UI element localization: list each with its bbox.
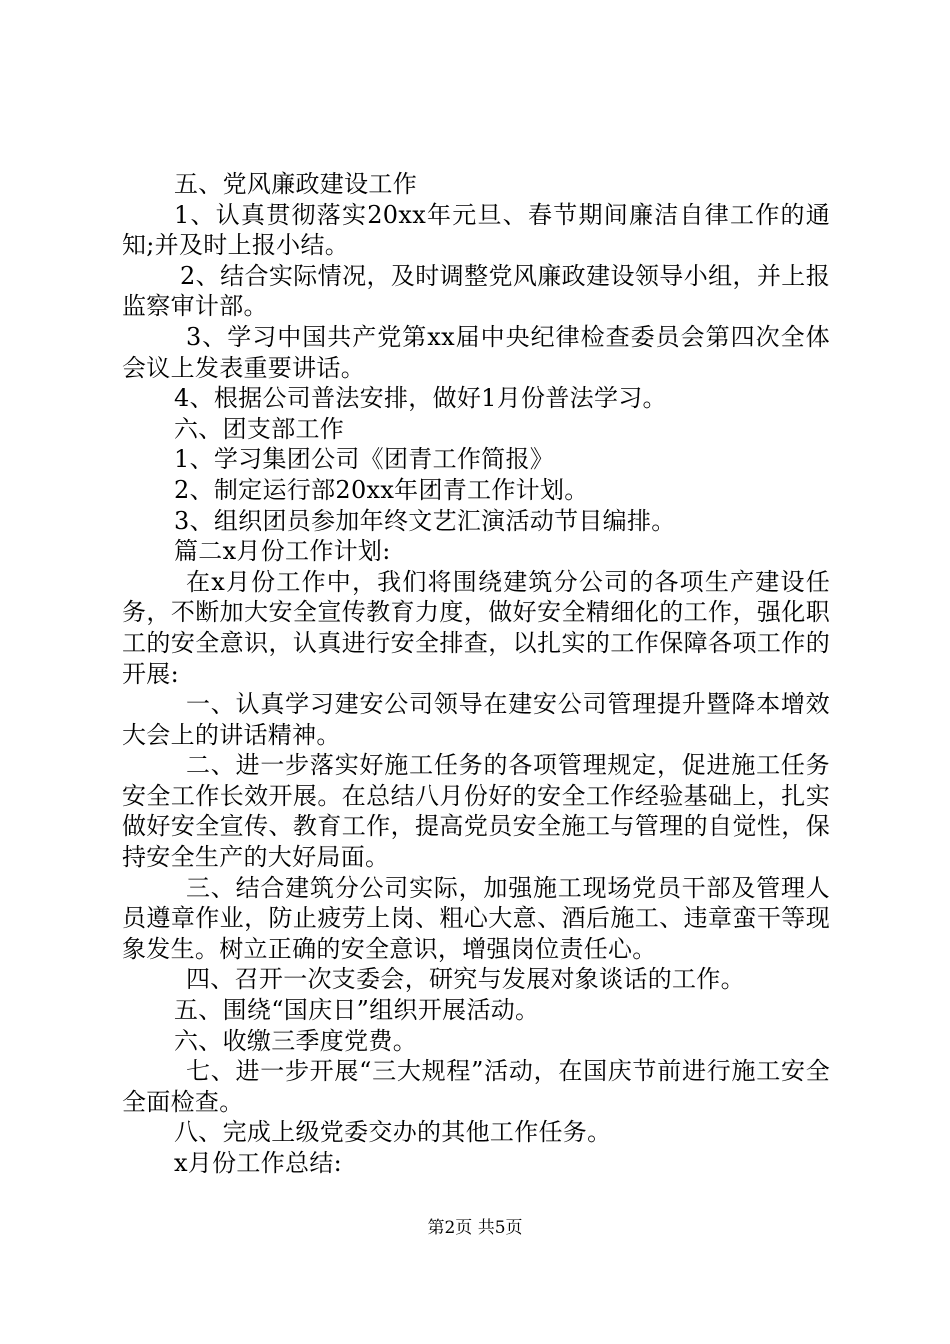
paragraph: 4、根据公司普法安排，做好1月份普法学习。	[174, 384, 667, 413]
paragraph: 六、收缴三季度党费。	[174, 1026, 417, 1055]
paragraph: 3、组织团员参加年终文艺汇演活动节目编排。	[174, 506, 676, 535]
paragraph: 在x月份工作中，我们将围绕建筑分公司的各项生产建设任务，不断加大安全宣传教育力度，做好安全精细化的工作，强化职工的安全意识，认真进行安全排查，以扎实的工作保障各项工作的开展:	[122, 567, 830, 688]
paragraph: 1、学习集团公司《团青工作简报》	[174, 445, 555, 474]
paragraph: 四、召开一次支委会，研究与发展对象谈话的工作。	[186, 965, 745, 994]
section-heading-summary: x月份工作总结:	[174, 1149, 343, 1177]
paragraph: 2、制定运行部20xx年团青工作计划。	[174, 475, 589, 504]
paragraph: 八、完成上级党委交办的其他工作任务。	[174, 1118, 612, 1147]
section-heading-plan: 篇二x月份工作计划:	[174, 537, 391, 566]
section-heading-party-conduct: 五、党风廉政建设工作	[174, 170, 417, 198]
paragraph: 2、结合实际情况，及时调整党风廉政建设领导小组，并上报监察审计部。	[122, 261, 830, 321]
paragraph: 一、认真学习建安公司领导在建安公司管理提升暨降本增效大会上的讲话精神。	[122, 690, 830, 749]
paragraph: 三、结合建筑分公司实际，加强施工现场党员干部及管理人员遵章作业，防止疲劳上岗、粗心大意、酒后施工、违章蛮干等现象发生。树立正确的安全意识，增强岗位责任心。	[122, 873, 830, 963]
paragraph: 二、进一步落实好施工任务的各项管理规定，促进施工任务安全工作长效开展。在总结八月份好的安全工作经验基础上，扎实做好安全宣传、教育工作，提高党员安全施工与管理的自觉性，保持安全生产的大好局面。	[122, 751, 830, 872]
paragraph: 七、进一步开展“三大规程”活动，在国庆节前进行施工安全全面检查。	[122, 1057, 830, 1116]
document-body	[122, 169, 830, 1179]
section-heading-youth-league: 六、团支部工作	[174, 414, 345, 443]
paragraph: 3、学习中国共产党第xx届中央纪律检查委员会第四次全体会议上发表重要讲话。	[122, 322, 830, 382]
page-number: 第2页 共5页	[427, 1218, 523, 1238]
paragraph: 五、围绕“国庆日”组织开展活动。	[174, 996, 540, 1025]
paragraph: 1、认真贯彻落实20xx年元旦、春节期间廉洁自律工作的通知;并及时上报小结。	[122, 200, 830, 260]
